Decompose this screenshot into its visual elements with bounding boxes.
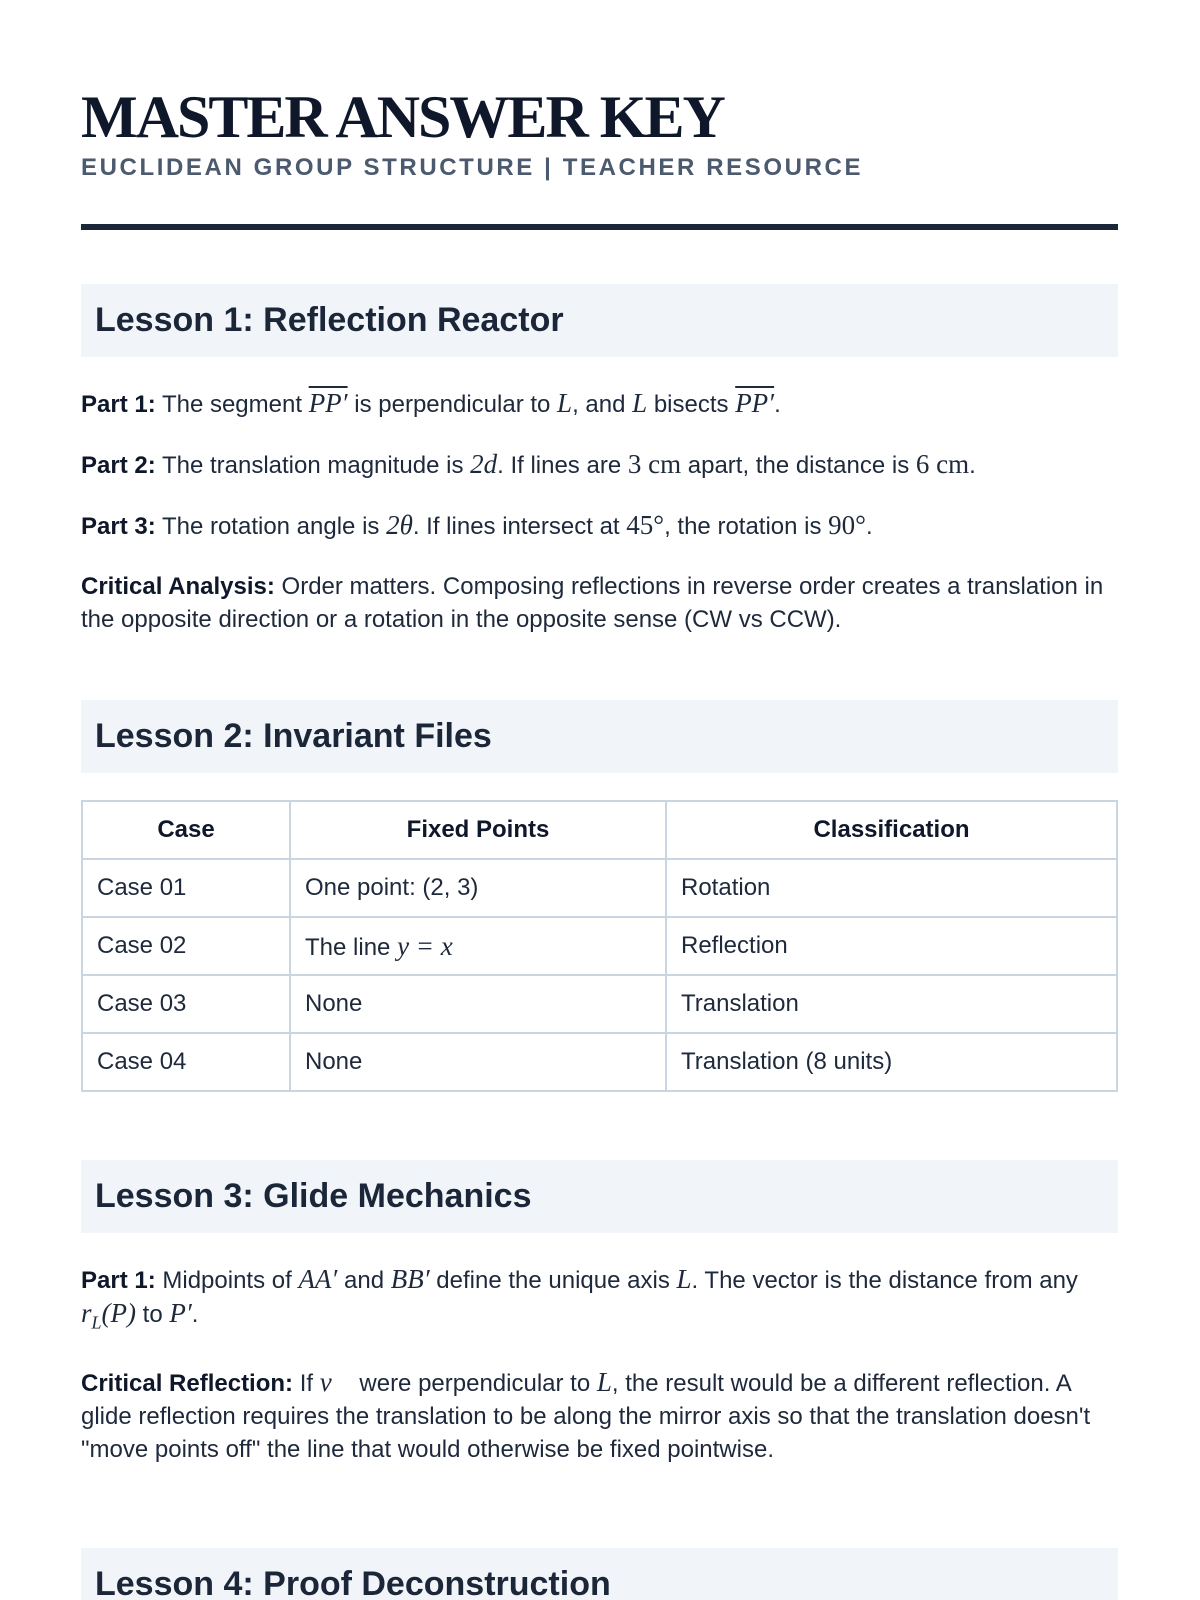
math-segment: PP′ (308, 388, 348, 418)
cell-classification: Reflection (666, 917, 1117, 975)
text-run: . If lines are (497, 452, 628, 479)
header-divider (81, 224, 1118, 230)
column-header-case: Case (82, 801, 290, 859)
math-point: P′ (169, 1298, 192, 1328)
lesson-4-heading: Lesson 4: Proof Deconstruction (81, 1548, 1118, 1600)
text-run: bisects (647, 391, 736, 418)
document-subtitle: EUCLIDEAN GROUP STRUCTURE | TEACHER RESOURCE (81, 154, 864, 181)
math-vector: v⃗ (319, 1367, 353, 1398)
part-label: Part 2: (81, 452, 156, 479)
text-run: , the rotation is (664, 513, 829, 540)
math-args: (P) (101, 1298, 137, 1328)
column-header-fixed-points: Fixed Points (290, 801, 666, 859)
math-expr: 2d (470, 449, 498, 479)
math-line: L (676, 1264, 692, 1294)
lesson-2-section (81, 700, 1118, 1092)
text-run: The translation magnitude is (155, 452, 471, 479)
math-subscript: L (91, 1312, 102, 1333)
text-run: . (774, 391, 781, 418)
cell-classification: Translation (8 units) (666, 1033, 1117, 1091)
math-expr: 6 cm (915, 449, 970, 479)
text-run: to (136, 1301, 170, 1328)
lesson-3-critical-reflection (81, 1366, 1118, 1466)
math-base: r (81, 1298, 92, 1328)
math-expr: 45° (626, 510, 665, 540)
lesson-3-section (81, 1160, 1118, 1466)
lesson-1-part-2 (81, 448, 1118, 482)
text-run: , and (572, 391, 633, 418)
math-expr: 3 cm (627, 449, 682, 479)
text-run: define the unique axis (429, 1267, 677, 1294)
math-segment: PP′ (735, 388, 775, 418)
text-run: If (293, 1370, 320, 1398)
cell-case: Case 01 (82, 859, 290, 917)
text-run: . The vector is the distance from any (691, 1267, 1078, 1294)
lesson-1-critical-analysis (81, 570, 1118, 636)
column-header-classification: Classification (666, 801, 1117, 859)
text-run: Order matters. Composing reflections in reverse order creates a translation in the opposite direction or a rotation in the opposite sense (CW vs CCW). (81, 573, 1104, 633)
text-run: is perpendicular to (347, 391, 558, 418)
math-segment: AA′ (298, 1264, 338, 1294)
part-label: Part 1: (81, 391, 156, 418)
lesson-1-part-3 (81, 509, 1118, 543)
cell-fixed-points: One point: (2, 3) (290, 859, 666, 917)
text-run: . (865, 513, 873, 540)
text-run: were perpendicular to (352, 1370, 597, 1398)
document-title: MASTER ANSWER KEY (81, 84, 724, 150)
text-run: The line (305, 933, 398, 961)
math-line: L (557, 388, 573, 418)
table-header-row (82, 801, 1117, 859)
lesson-3-heading: Lesson 3: Glide Mechanics (81, 1160, 1118, 1233)
text-run: Midpoints of (155, 1267, 299, 1294)
cell-case: Case 04 (82, 1033, 290, 1091)
lesson-1-section (81, 284, 1118, 636)
part-label: Part 1: (81, 1267, 156, 1294)
cell-fixed-points: None (290, 975, 666, 1033)
text-run: and (337, 1267, 391, 1294)
math-expr (81, 1298, 137, 1333)
part-label: Part 3: (81, 513, 156, 540)
math-segment: BB′ (390, 1264, 430, 1294)
table-row (82, 859, 1117, 917)
math-line: L (632, 388, 648, 418)
cell-fixed-points: None (290, 1033, 666, 1091)
math-expr: y = x (397, 930, 453, 961)
math-expr: 2θ (386, 510, 413, 540)
lesson-4-section (81, 1548, 1118, 1600)
invariant-cases-table (81, 800, 1118, 1092)
text-run: . (969, 452, 976, 479)
text-run: The rotation angle is (155, 513, 387, 540)
table-row (82, 975, 1117, 1033)
lesson-3-part-1 (81, 1263, 1118, 1339)
lesson-2-heading: Lesson 2: Invariant Files (81, 700, 1118, 773)
text-run: . If lines intersect at (412, 513, 627, 540)
critical-label: Critical Reflection: (81, 1370, 294, 1398)
critical-label: Critical Analysis: (81, 573, 275, 600)
math-line: L (596, 1367, 612, 1398)
text-run: , the result would be a different reflection. A glide reflection requires the translation to be along the mirror axis so that the translation doesn't "move points off" the line that would otherwise be fixed pointwise. (81, 1370, 1091, 1464)
table-row (82, 917, 1117, 975)
text-run: apart, the distance is (681, 452, 916, 479)
cell-classification: Translation (666, 975, 1117, 1033)
text-run: . (191, 1301, 199, 1328)
cell-case: Case 02 (82, 917, 290, 975)
table-row (82, 1033, 1117, 1091)
lesson-1-heading: Lesson 1: Reflection Reactor (81, 284, 1118, 357)
math-expr: 90° (828, 510, 866, 540)
cell-case: Case 03 (82, 975, 290, 1033)
text-run: The segment (155, 391, 309, 418)
cell-classification: Rotation (666, 859, 1117, 917)
document-header (81, 0, 1118, 230)
lesson-1-part-1 (81, 387, 1118, 421)
cell-fixed-points (290, 917, 666, 975)
